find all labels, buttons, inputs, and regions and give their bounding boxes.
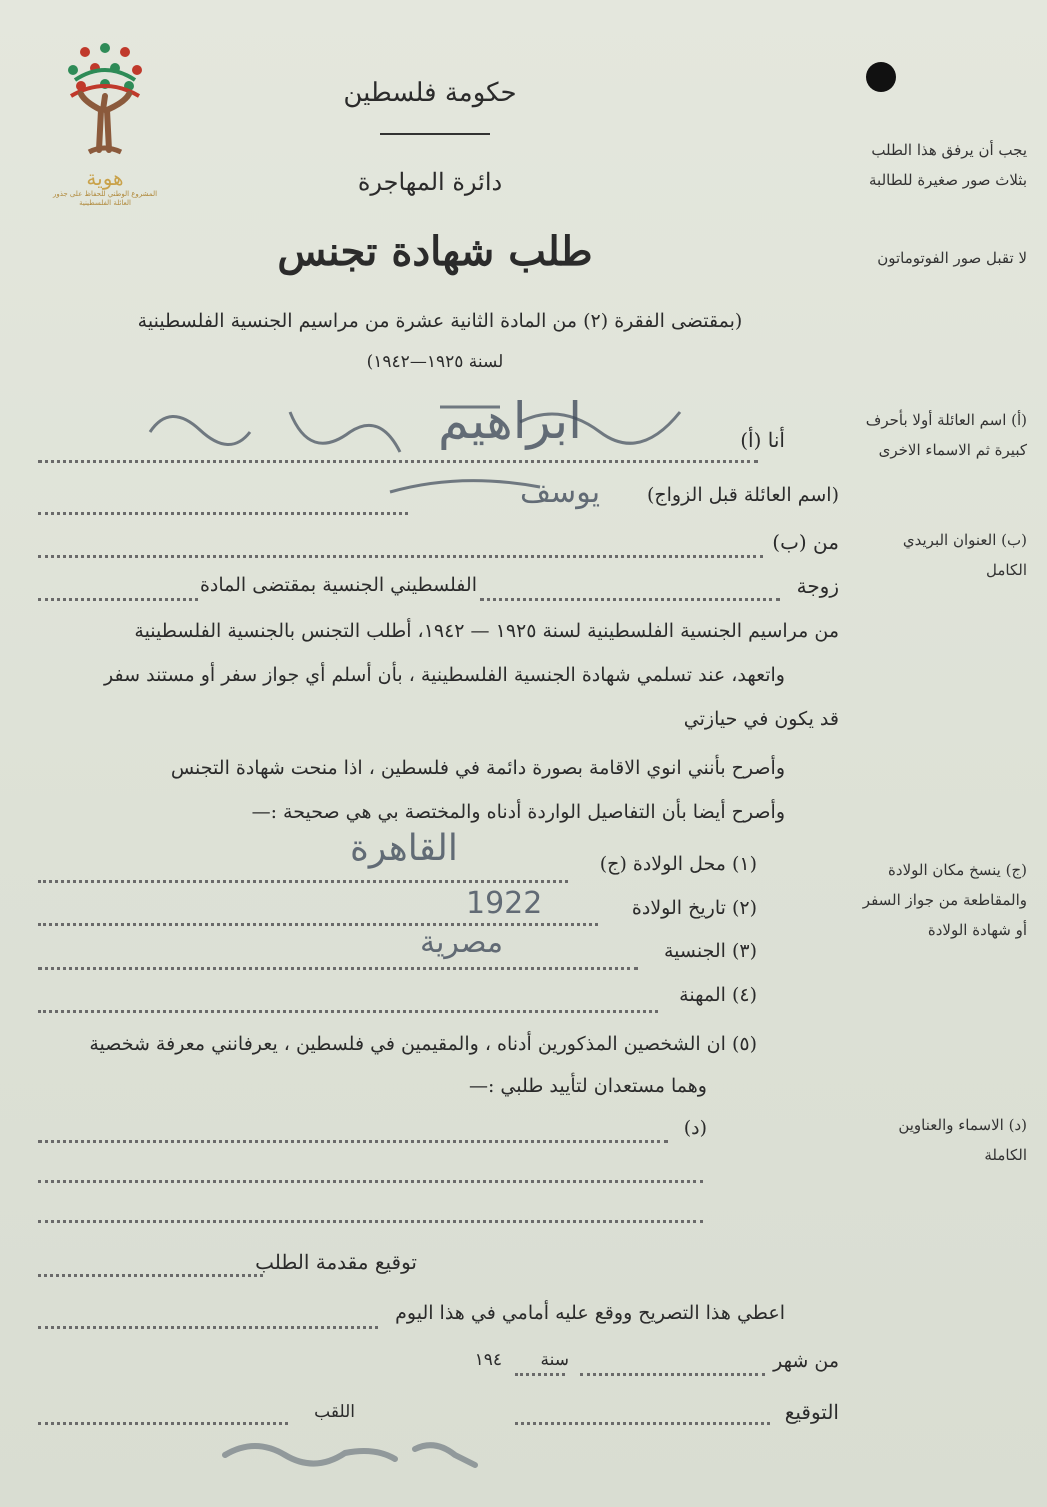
declaration-day-line	[38, 1326, 378, 1329]
margin-note-no-photomaton: لا تقبل صور الفوتوماتون	[877, 249, 1027, 267]
article-line	[38, 598, 198, 601]
handwriting-scribble	[140, 392, 720, 502]
label-month: من شهر	[773, 1350, 839, 1372]
label-maiden-name: (اسم العائلة قبل الزواج)	[646, 484, 839, 506]
referee-line-1	[38, 1140, 668, 1143]
label-wife-of: زوجة	[796, 574, 839, 598]
legal-reference-years: لسنة ١٩٢٥—١٩٤٢)	[366, 352, 504, 372]
maiden-name-line-dots	[38, 512, 408, 515]
handwritten-maiden-name: يوسف	[520, 475, 601, 510]
handwritten-birth-date: 1922	[466, 886, 543, 921]
department-name: دائرة المهاجرة	[357, 168, 503, 196]
birthplace-line	[38, 880, 568, 883]
punch-hole	[866, 62, 896, 92]
nationality-line	[38, 967, 638, 970]
paragraph-2-line-2: وأصرح أيضا بأن التفاصيل الواردة أدناه والمختصة بي هي صحيحة :—	[251, 801, 785, 823]
husband-name-line	[480, 598, 780, 601]
form-title: طلب شهادة تجنس	[277, 228, 593, 275]
label-palestinian-by-article: الفلسطيني الجنسية بمقتضى المادة	[199, 574, 477, 596]
referee-line-2	[38, 1180, 703, 1183]
handwritten-name: ابراهيم	[437, 392, 583, 450]
margin-note-photos: يجب أن يرفق هذا الطلب بثلاث صور صغيرة للطالبة	[869, 141, 1027, 189]
paragraph-2-line-1: وأصرح بأنني انوي الاقامة بصورة دائمة في فلسطين ، اذا منحت شهادة التجنس	[170, 757, 785, 779]
signature-line	[515, 1422, 770, 1425]
label-from: من (ب)	[772, 530, 839, 554]
referee-line-3	[38, 1220, 703, 1223]
label-title: اللقب	[314, 1402, 355, 1422]
label-declaration: اعطي هذا التصريح ووقع عليه أمامي في هذا اليوم	[395, 1302, 785, 1324]
margin-note-b: (ب) العنوان البريدي الكامل	[902, 531, 1027, 579]
paragraph-1-line-1: من مراسيم الجنسية الفلسطينية لسنة ١٩٢٥ — ١٩٤٢، أطلب التجنس بالجنسية الفلسطينية	[134, 620, 839, 642]
legal-reference: (بمقتضى الفقرة (٢) من المادة الثانية عشرة من مراسيم الجنسية الفلسطينية	[137, 310, 743, 332]
label-d: (د)	[683, 1117, 707, 1139]
label-referees: (٥) ان الشخصين المذكورين أدناه ، والمقيمين في فلسطين ، يعرفانني معرفة شخصية	[89, 1033, 757, 1055]
ink-smudge	[215, 1425, 485, 1485]
handwritten-birthplace: القاهرة	[350, 828, 458, 869]
year-line	[515, 1373, 565, 1376]
margin-note-a: (أ) اسم العائلة أولا بأحرف كبيرة ثم الاسماء الاخرى	[865, 411, 1027, 459]
header-rule	[380, 133, 490, 135]
government-name: حكومة فلسطين	[343, 78, 517, 108]
logo-name: هوية	[86, 166, 124, 190]
label-birth-date: (٢) تاريخ الولادة	[631, 897, 757, 919]
address-line	[38, 555, 763, 558]
label-i-am: أنا (أ)	[740, 428, 785, 452]
label-applicant-signature: توقيع مقدمة الطلب	[255, 1250, 417, 1274]
logo-tagline: المشروع الوطني للحفاظ على جذور العائلة الفلسطينية	[52, 190, 158, 207]
margin-note-c: (ج) ينسخ مكان الولادة والمقاطعة من جواز السفر أو شهادة الولادة	[862, 861, 1027, 939]
label-occupation: (٤) المهنة	[679, 984, 757, 1006]
margin-note-d: (د) الاسماء والعناوين الكاملة	[898, 1116, 1027, 1164]
birth-date-line	[38, 923, 598, 926]
occupation-line	[38, 1010, 658, 1013]
label-signature: التوقيع	[784, 1400, 839, 1424]
paragraph-1-line-2: واتعهد، عند تسلمي شهادة الجنسية الفلسطينية ، بأن أسلم أي جواز سفر أو مستند سفر	[104, 664, 785, 686]
handwritten-nationality: مصرية	[420, 925, 504, 960]
label-nationality: (٣) الجنسية	[663, 940, 757, 962]
label-referees-line-2: وهما مستعدان لتأييد طلبي :—	[468, 1075, 707, 1097]
logo	[52, 40, 158, 220]
paragraph-1-line-3: قد يكون في حيازتي	[683, 708, 839, 730]
month-line	[580, 1373, 765, 1376]
year-value: ١٩٤	[474, 1350, 502, 1370]
label-birthplace: (١) محل الولادة (ج)	[599, 853, 757, 875]
applicant-signature-line	[38, 1274, 263, 1277]
family-tree-logo-icon	[55, 40, 155, 160]
label-year: سنة	[540, 1350, 569, 1370]
